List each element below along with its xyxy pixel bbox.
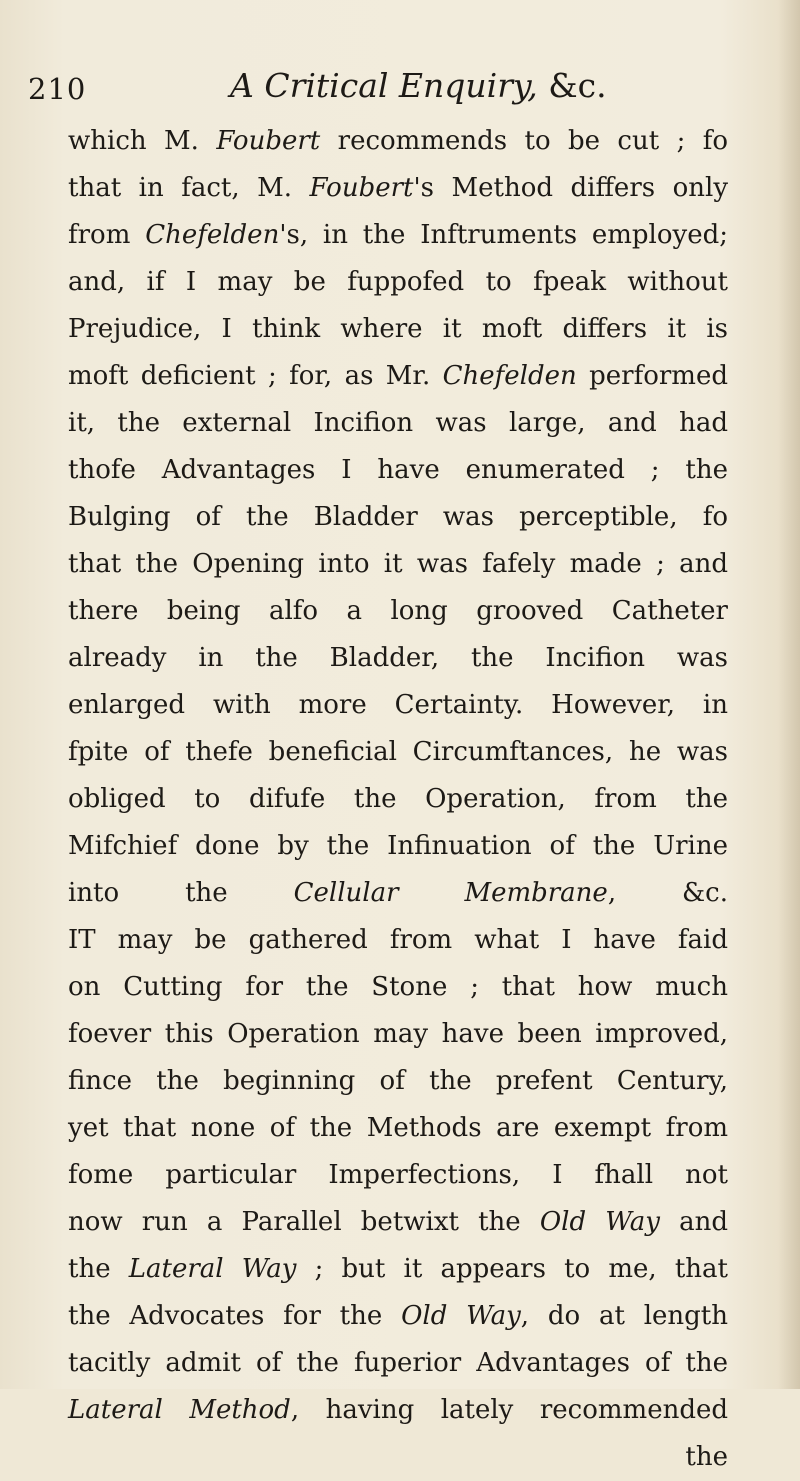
text-segment: and [659,1207,728,1237]
text-segment: fince the beginning of the prefent Century, [68,1066,728,1096]
running-title-suffix: &c. [537,66,607,105]
page-header [0,66,800,122]
text-segment: tacitly admit of the fuperior Advantages of the [68,1348,728,1378]
text-line [68,776,728,823]
text-line [68,306,728,353]
text-segment: that in fact, M. [68,173,310,203]
italic-text: Lateral Way [128,1254,297,1284]
text-segment: Bulging of the Bladder was perceptible, fo [68,502,728,532]
italic-text: Chefelden [145,220,280,250]
text-line [68,1152,728,1199]
text-segment: into the [68,878,294,908]
running-title-text: A Critical Enquiry, [230,66,538,105]
text-segment: , having lately recommended [290,1395,728,1425]
text-line [68,917,728,964]
text-segment: moft deficient ; for, as Mr. [68,361,443,391]
text-line [68,1293,728,1340]
text-segment: obliged to difufe the Operation, from the [68,784,728,814]
text-segment: on Cutting for the Stone ; that how much [68,972,728,1002]
text-line [68,682,728,729]
text-segment: , &c. [607,878,728,908]
text-line [68,259,728,306]
text-line [68,118,728,165]
text-line [68,541,728,588]
text-line [68,212,728,259]
text-segment: , do at length [520,1301,728,1331]
text-segment: recommends to be cut ; fo [320,126,729,156]
text-line [68,1011,728,1058]
italic-text: Old Way [401,1301,521,1331]
text-line [68,635,728,682]
text-line [68,588,728,635]
text-segment: the Advocates for the [68,1301,402,1331]
text-line [68,353,728,400]
text-line [68,964,728,1011]
text-segment: fome particular Imperfections, I fhall not [68,1160,728,1190]
text-line [68,823,728,870]
text-segment: from [68,220,146,250]
text-segment: 's Method differs only [413,173,729,203]
text-segment: yet that none of the Methods are exempt from [68,1113,728,1143]
italic-text: Cellular Membrane [293,878,608,908]
italic-text: Foubert [309,173,414,203]
italic-text: Foubert [216,126,321,156]
page-number: 210 [28,72,87,106]
text-line [68,494,728,541]
text-segment: and, if I may be fuppofed to fpeak without [68,267,728,297]
text-segment: the [68,1254,129,1284]
text-line [68,1058,728,1105]
text-segment: foever this Operation may have been improved, [68,1019,728,1049]
text-segment: already in the Bladder, the Incifion was [68,643,728,673]
text-line [68,447,728,494]
text-segment: Mifchief done by the Infinuation of the Urine [68,831,728,861]
text-segment: 's, in the Inftruments employed; [279,220,728,250]
text-segment: fpite of thefe beneficial Circumftances, he was [68,737,728,767]
text-segment: there being alfo a long grooved Catheter [68,596,728,626]
text-line [68,400,728,447]
text-segment: it, the external Incifion was large, and had [68,408,728,438]
running-title [230,66,607,105]
text-segment: Prejudice, I think where it moft differs it is [68,314,728,344]
text-line [68,1105,728,1152]
text-segment: thofe Advantages I have enumerated ; the [68,455,728,485]
text-line [68,165,728,212]
text-segment: that the Opening into it was fafely made ; and [68,549,728,579]
text-segment: the [685,1442,728,1472]
italic-text: Old Way [539,1207,660,1237]
page-edge-shadow [778,0,800,1389]
text-segment: enlarged with more Certainty. However, in [68,690,728,720]
text-line [68,870,728,917]
text-segment: which M. [68,126,217,156]
text-line [68,1199,728,1246]
text-segment: now run a Parallel betwixt the [68,1207,540,1237]
text-segment: ; but it appears to me, that [296,1254,728,1284]
text-line [68,1434,728,1481]
text-segment: performed [576,361,728,391]
italic-text: Lateral Method [68,1395,291,1425]
text-line [68,1387,728,1434]
text-line [68,1340,728,1387]
italic-text: Chefelden [442,361,577,391]
body-text [68,118,728,1481]
text-line [68,729,728,776]
text-segment: IT may be gathered from what I have faid [68,925,728,955]
text-line [68,1246,728,1293]
